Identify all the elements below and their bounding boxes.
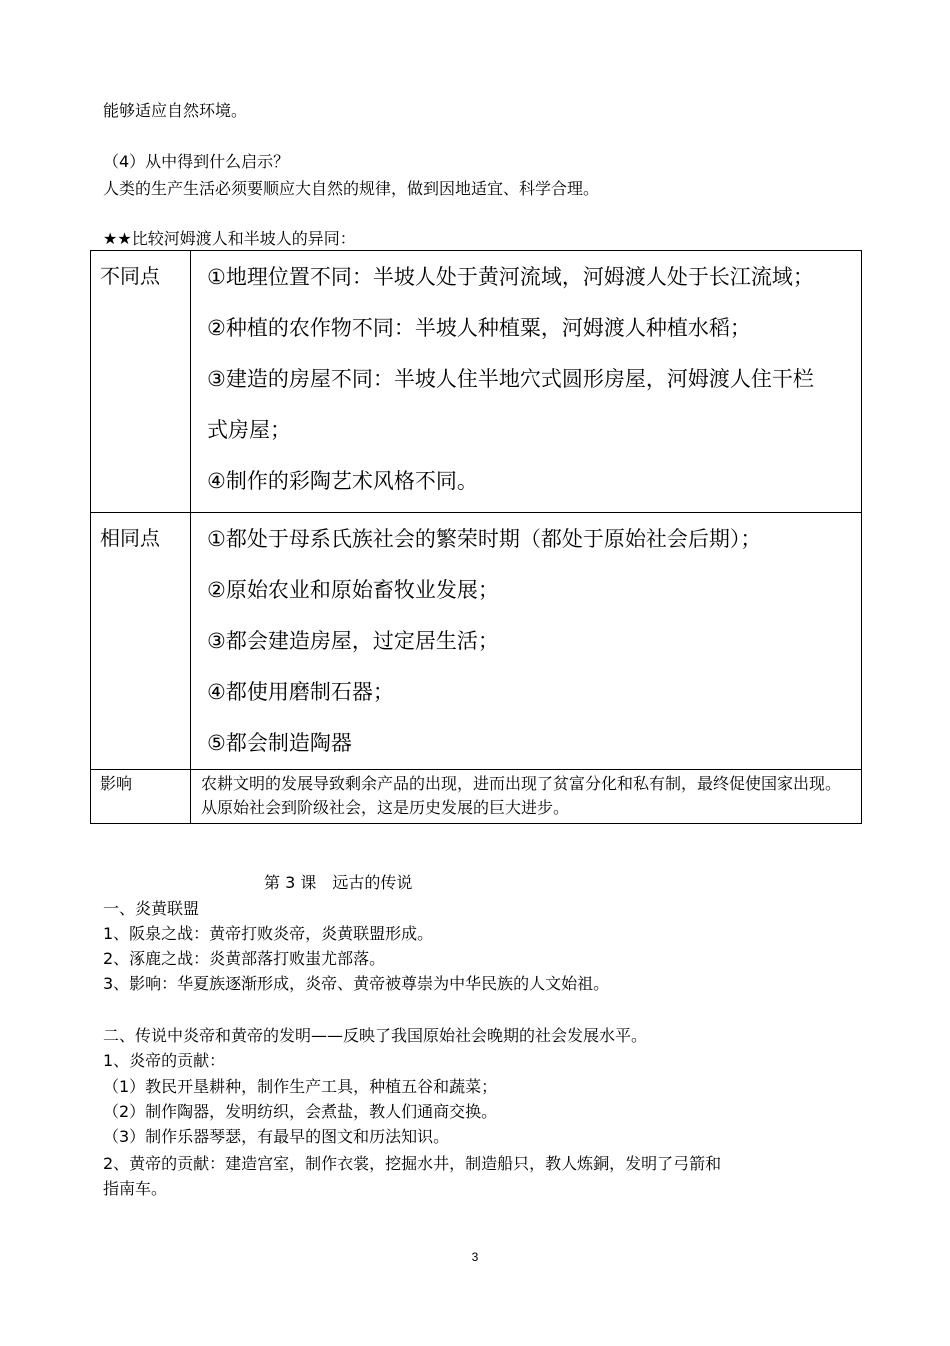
similarity-item: ①都处于母系氏族社会的繁荣时期（都处于原始社会后期）； — [207, 527, 762, 551]
similarity-item: ④都使用磨制石器； — [207, 680, 394, 704]
difference-item: ③建造的房屋不同：半坡人住半地穴式圆形房屋，河姆渡人住干栏 — [207, 367, 814, 391]
difference-item: ②种植的农作物不同：半坡人种植粟，河姆渡人种植水稻； — [207, 316, 751, 340]
differences-label: 不同点 — [100, 264, 160, 288]
effect-text: 农耕文明的发展导致剩余产品的出现，进而出现了贫富分化和私有制，最终促使国家出现。从原始社会到阶级社会，这是历史发展的巨大进步。 — [191, 770, 862, 824]
section-2-subitem: （2）制作陶器，发明纺织，会煮盐，教人们通商交换。 — [103, 1102, 498, 1121]
similarity-item: ⑤都会制造陶器 — [207, 731, 352, 755]
section-2-subitem: （3）制作乐器琴瑟，有最早的图文和历法知识。 — [103, 1127, 450, 1146]
section-1-item: 2、涿鹿之战：炎黄部落打败蚩尤部落。 — [103, 949, 386, 968]
differences-cell — [191, 251, 862, 513]
similarity-item: ②原始农业和原始畜牧业发展； — [207, 578, 499, 602]
difference-item: 式房屋； — [207, 418, 291, 442]
section-2-item-continued: 指南车。 — [103, 1179, 168, 1198]
section-2-item: 2、黄帝的贡献：建造宫室，制作衣裳，挖掘水井，制造船只，教人炼銅，发明了弓箭和 — [103, 1154, 722, 1173]
similarity-item: ③都会建造房屋，过定居生活； — [207, 629, 499, 653]
section-2-heading: 二、传说中炎帝和黄帝的发明——反映了我国原始社会晚期的社会发展水平。 — [103, 1026, 648, 1045]
intro-line: 能够适应自然环境。 — [103, 101, 248, 120]
section-1-item: 3、影响：华夏族逐渐形成，炎帝、黄帝被尊崇为中华民族的人文始祖。 — [103, 974, 610, 993]
section-2-item: 1、炎帝的贡献： — [103, 1051, 226, 1070]
effect-label-cell — [91, 770, 191, 824]
question-4: （4）从中得到什么启示？ — [103, 152, 290, 171]
effect-label: 影响 — [100, 774, 133, 793]
lesson-title: 第 3 课 远古的传说 — [264, 873, 413, 892]
section-2-subitem: （1）教民开垦耕种，制作生产工具，种植五谷和蔬菜； — [103, 1077, 498, 1096]
difference-item: ④制作的彩陶艺术风格不同。 — [207, 469, 478, 493]
similarities-cell — [191, 513, 862, 770]
similarities-label: 相同点 — [100, 526, 160, 550]
comparison-title: ★★比较河姆渡人和半坡人的异同： — [103, 229, 356, 248]
similarities-label-cell — [91, 513, 191, 770]
comparison-table — [90, 250, 862, 824]
difference-item: ①地理位置不同：半坡人处于黄河流域，河姆渡人处于长江流域； — [207, 265, 814, 289]
page-number: 3 — [471, 1250, 479, 1264]
section-1-item: 1、阪泉之战：黄帝打败炎帝，炎黄联盟形成。 — [103, 924, 434, 943]
section-1-heading: 一、炎黄联盟 — [103, 899, 200, 918]
differences-label-cell — [91, 251, 191, 513]
question-4-answer: 人类的生产生活必须要顺应大自然的规律，做到因地适宜、科学合理。 — [103, 179, 600, 198]
